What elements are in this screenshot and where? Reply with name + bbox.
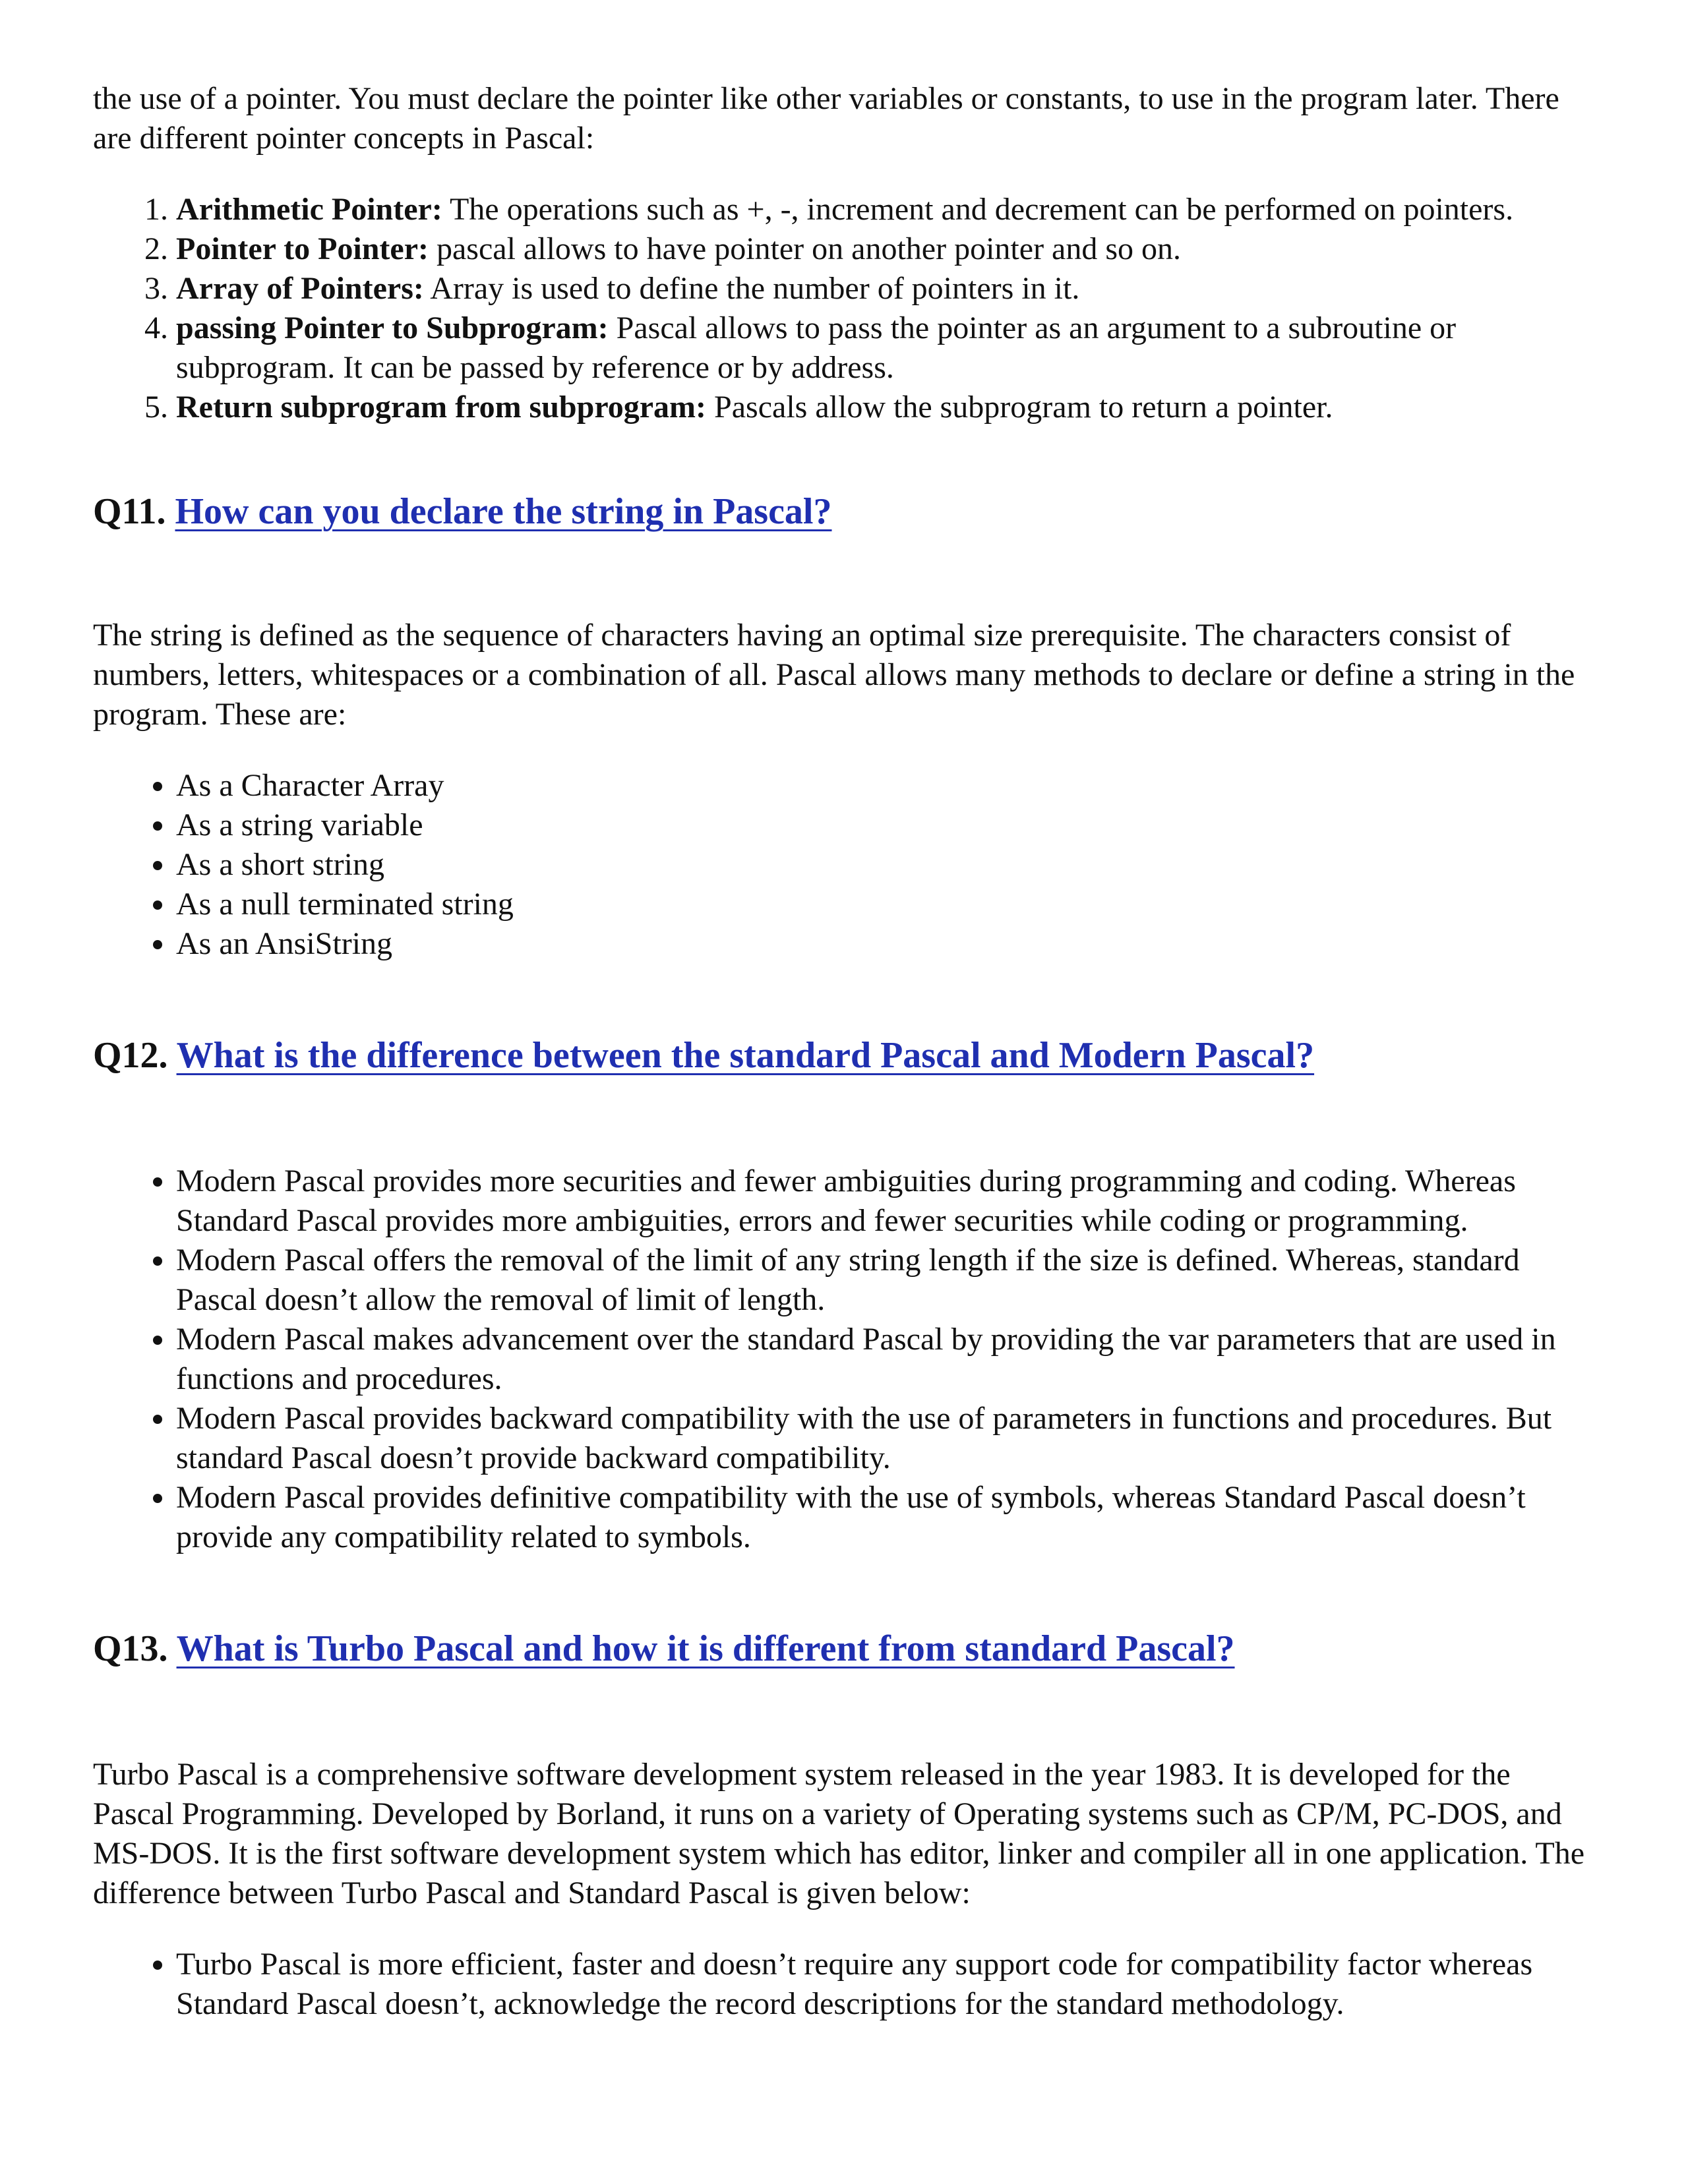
q13-title-link[interactable]: What is Turbo Pascal and how it is different from standard Pascal?	[176, 1628, 1235, 1669]
q13-number: Q13.	[93, 1628, 168, 1669]
q11-heading	[93, 488, 1590, 535]
list-item: • Modern Pascal provides definitive compatibility with the use of symbols, whereas Standard Pascal doesn’t provide any compatibility related to symbols.	[176, 1478, 1590, 1557]
q12-number: Q12.	[93, 1035, 168, 1076]
q11-paragraph: The string is defined as the sequence of characters having an optimal size prerequisite. The characters consist of numbers, letters, whitespaces or a combination of all. Pascal allows many methods to declare or define a string in the program. These are:	[93, 618, 1575, 732]
list-item-term: Return subprogram from subprogram:	[176, 390, 707, 425]
list-item-text: The operations such as +, -, increment and decrement can be performed on pointers.	[442, 192, 1514, 227]
q11-list	[93, 766, 1590, 964]
q13-list	[93, 1945, 1590, 2024]
list-item	[176, 190, 1590, 229]
intro-paragraph: the use of a pointer. You must declare the pointer like other variables or constants, to use in the program later. There are different pointer concepts in Pascal:	[93, 81, 1559, 156]
q11-title-link[interactable]: How can you declare the string in Pascal?	[175, 491, 832, 532]
list-item	[176, 309, 1590, 388]
q13-paragraph: Turbo Pascal is a comprehensive software development system released in the year 1983. It is developed for the Pascal Programming. Developed by Borland, it runs on a variety of Operating systems such as CP/M, PC-DOS, and MS-DOS. It is the first software development system which has editor, linker and compiler all in one application. The difference between Turbo Pascal and Standard Pascal is given below:	[93, 1757, 1585, 1910]
list-item: • Turbo Pascal is more efficient, faster and doesn’t require any support code for compatibility factor whereas Standard Pascal doesn’t, acknowledge the record descriptions for the standard methodology.	[176, 1945, 1590, 2024]
list-item-term: passing Pointer to Subprogram:	[176, 310, 609, 345]
list-item: • As a short string	[176, 845, 1590, 885]
q12-heading	[93, 1032, 1590, 1078]
q12-title-link[interactable]: What is the difference between the standard Pascal and Modern Pascal?	[176, 1035, 1315, 1076]
q13-heading	[93, 1626, 1590, 1672]
list-item: • Modern Pascal offers the removal of the limit of any string length if the size is defined. Whereas, standard Pascal doesn’t allow the removal of limit of length.	[176, 1241, 1590, 1320]
pointer-concepts-list	[93, 190, 1590, 427]
q12-list	[93, 1162, 1590, 1557]
list-item-term: Arithmetic Pointer:	[176, 192, 442, 227]
list-item: • Modern Pascal makes advancement over the standard Pascal by providing the var parameters that are used in functions and procedures.	[176, 1320, 1590, 1399]
list-item	[176, 269, 1590, 309]
list-item-text: pascal allows to have pointer on another pointer and so on.	[429, 231, 1182, 266]
list-item: • As a null terminated string	[176, 885, 1590, 924]
list-item	[176, 388, 1590, 427]
list-item-text: Pascals allow the subprogram to return a pointer.	[706, 390, 1333, 425]
list-item: • As a string variable	[176, 806, 1590, 845]
list-item: • As an AnsiString	[176, 924, 1590, 964]
list-item-text: Pascal allows to pass the pointer as an argument to a subroutine or subprogram. It can be passed by reference or by address.	[176, 310, 1457, 385]
list-item: • Modern Pascal provides backward compatibility with the use of parameters in functions and procedures. But standard Pascal doesn’t provide backward compatibility.	[176, 1399, 1590, 1478]
list-item-term: Pointer to Pointer:	[176, 231, 429, 266]
list-item: • As a Character Array	[176, 766, 1590, 806]
list-item: • Modern Pascal provides more securities and fewer ambiguities during programming and coding. Whereas Standard Pascal provides more ambiguities, errors and fewer securities while coding or programming.	[176, 1162, 1590, 1241]
list-item	[176, 229, 1590, 269]
document-page	[93, 79, 1590, 2024]
q11-number: Q11.	[93, 491, 166, 532]
list-item-text: Array is used to define the number of pointers in it.	[423, 271, 1080, 306]
list-item-term: Array of Pointers:	[176, 271, 424, 306]
